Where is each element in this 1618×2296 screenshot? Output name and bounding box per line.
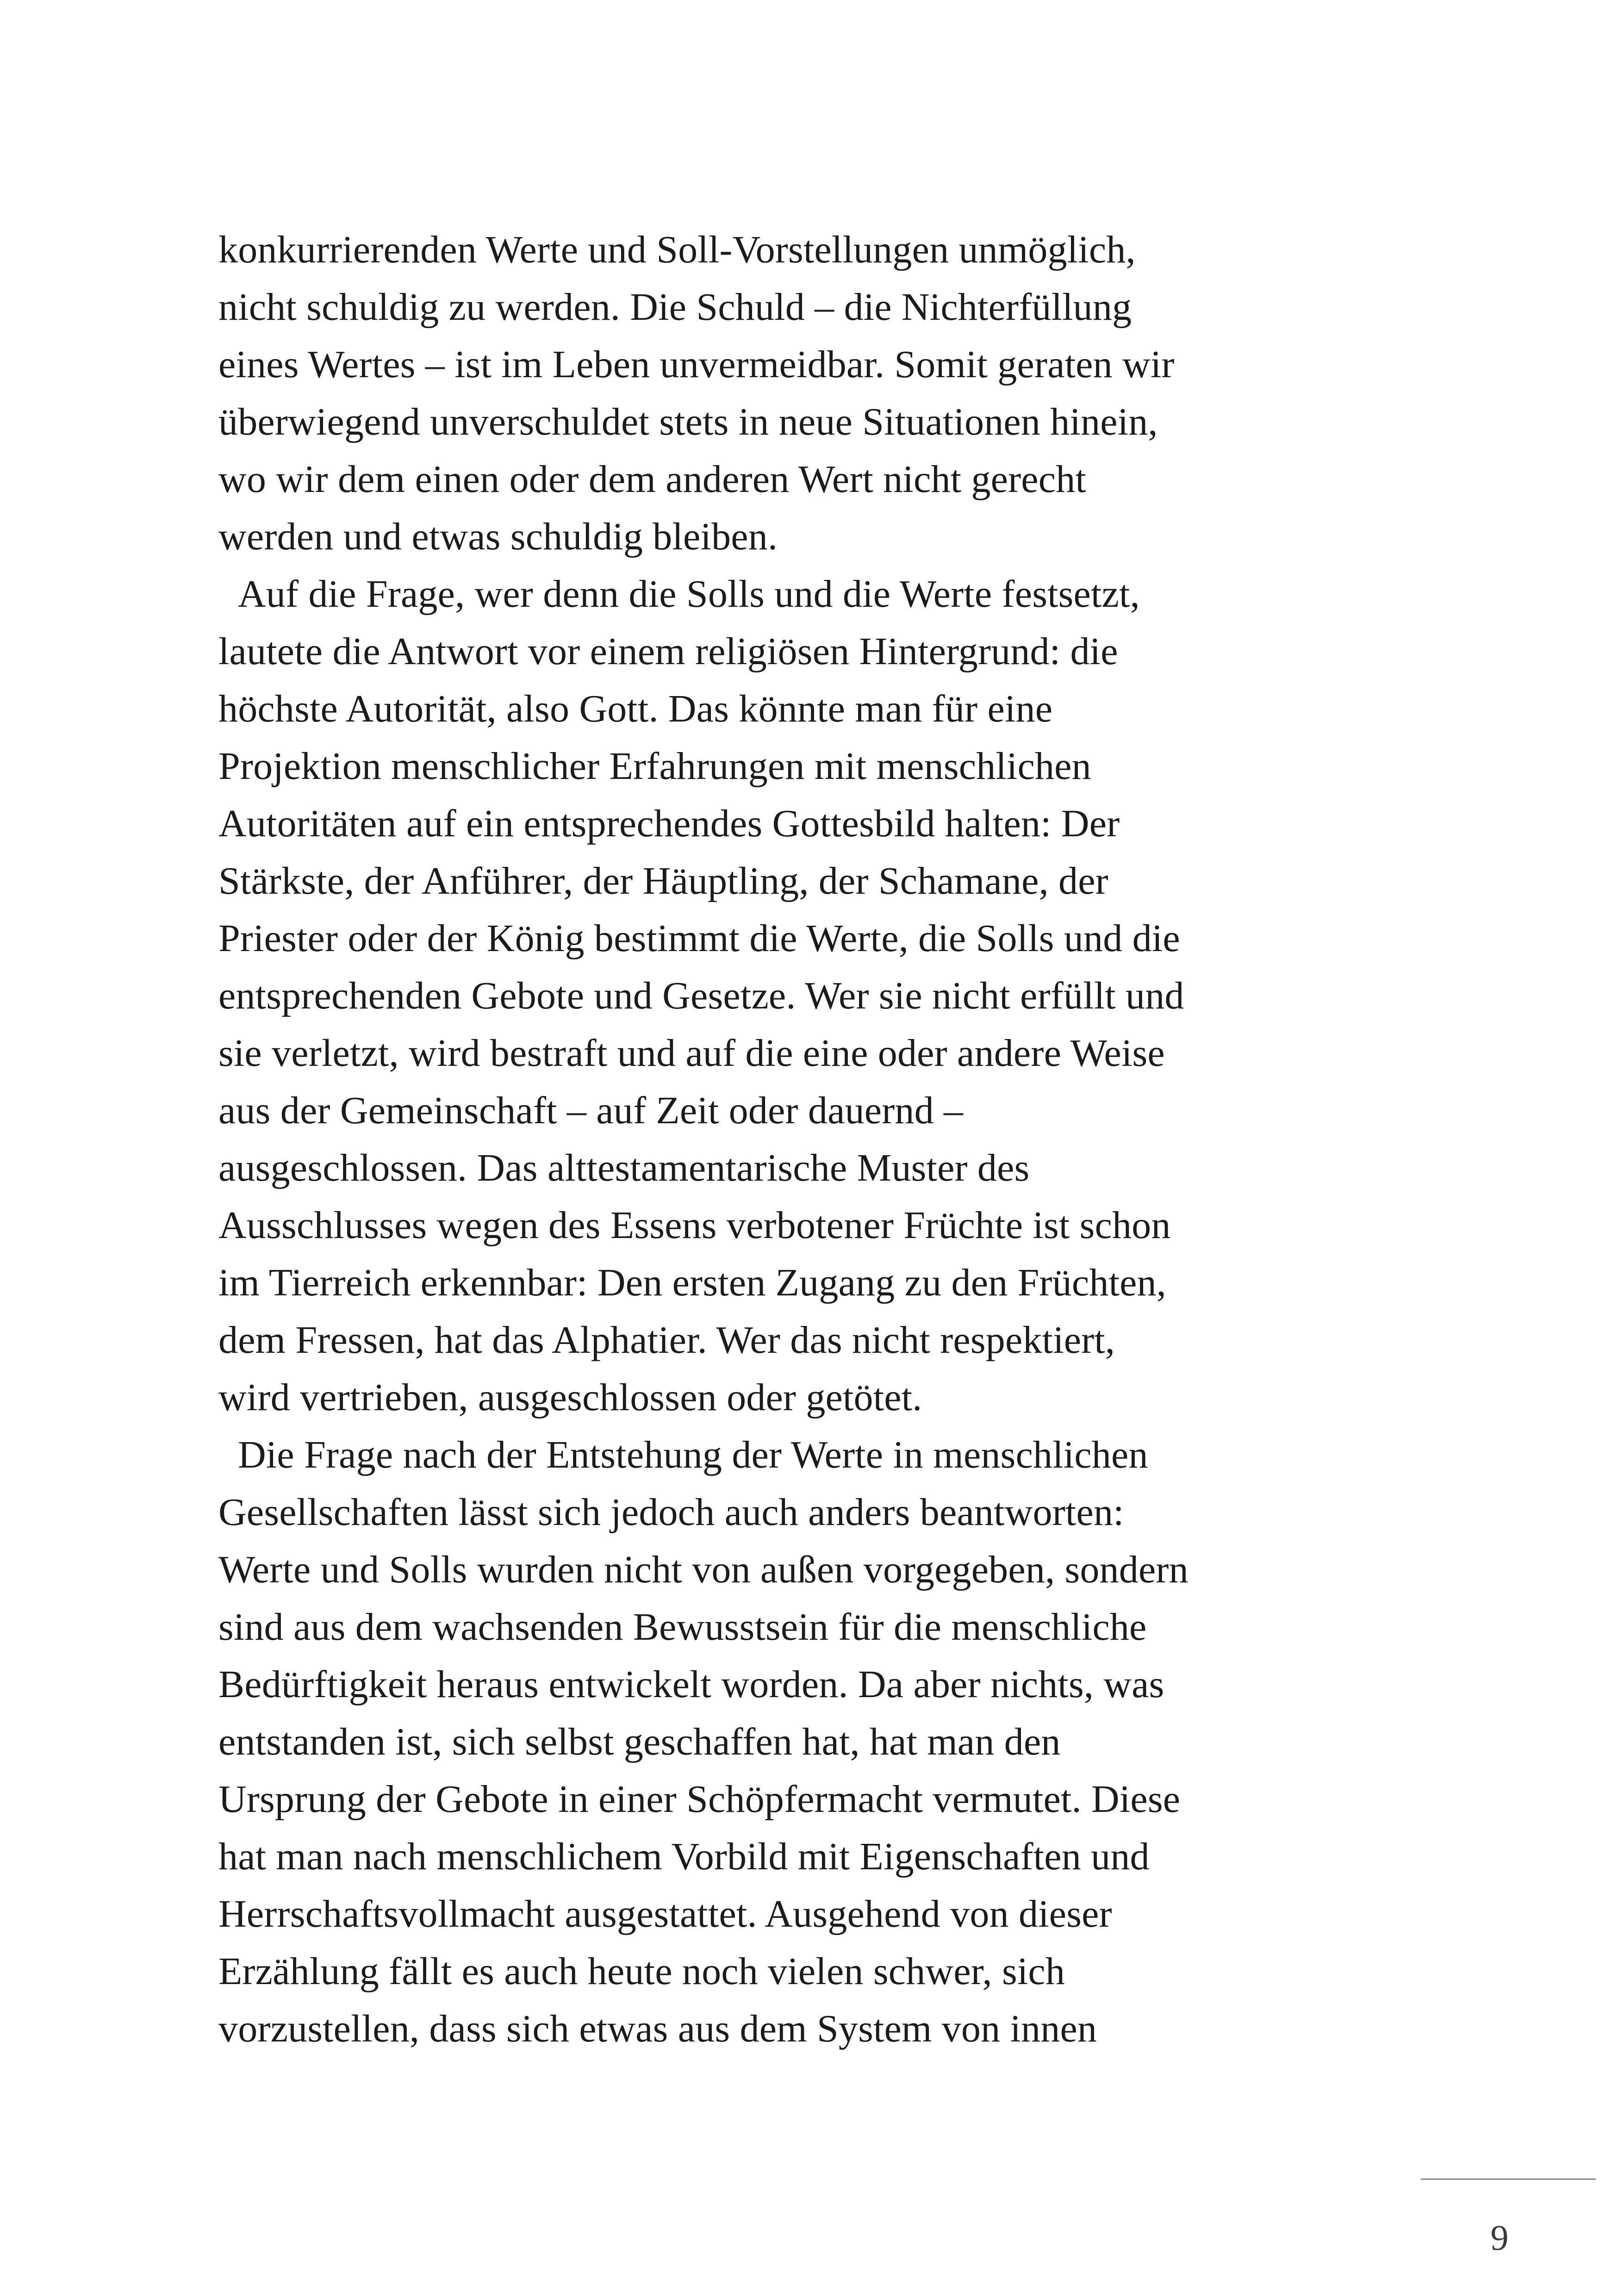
footer-divider bbox=[1421, 2178, 1596, 2180]
text-line: Bedürftigkeit heraus entwickelt worden. Da aber nichts, was bbox=[218, 1663, 1164, 1706]
text-line: entstanden ist, sich selbst geschaffen hat, hat man den bbox=[218, 1720, 1061, 1763]
text-line: konkurrierenden Werte und Soll-Vorstellungen unmöglich, bbox=[218, 228, 1136, 271]
text-line: höchste Autorität, also Gott. Das könnte man für eine bbox=[218, 687, 1053, 730]
text-line: überwiegend unverschuldet stets in neue Situationen hinein, bbox=[218, 400, 1158, 443]
text-line: nicht schuldig zu werden. Die Schuld – die Nichterfüllung bbox=[218, 286, 1132, 329]
text-line: sind aus dem wachsenden Bewusstsein für die menschliche bbox=[218, 1605, 1147, 1649]
text-line: werden und etwas schuldig bleiben. bbox=[218, 515, 778, 558]
text-line: vorzustellen, dass sich etwas aus dem System von innen bbox=[218, 2007, 1097, 2050]
text-line: Ursprung der Gebote in einer Schöpfermacht vermutet. Diese bbox=[218, 1778, 1181, 1821]
text-line: Gesellschaften lässt sich jedoch auch anders beantworten: bbox=[218, 1491, 1124, 1534]
text-line: Stärkste, der Anführer, der Häuptling, der Schamane, der bbox=[218, 859, 1108, 902]
text-line: Autoritäten auf ein entsprechendes Gottesbild halten: Der bbox=[218, 802, 1120, 845]
text-line: ausgeschlossen. Das alttestamentarische Muster des bbox=[218, 1146, 1030, 1189]
page-number: 9 bbox=[1490, 2217, 1509, 2258]
text-line: lautete die Antwort vor einem religiösen Hintergrund: die bbox=[218, 630, 1118, 673]
text-line: wird vertrieben, ausgeschlossen oder getötet. bbox=[218, 1376, 922, 1419]
text-line: Projektion menschlicher Erfahrungen mit menschlichen bbox=[218, 745, 1091, 788]
text-line: Erzählung fällt es auch heute noch vielen schwer, sich bbox=[218, 1950, 1065, 1993]
text-line: Ausschlusses wegen des Essens verbotener Früchte ist schon bbox=[218, 1204, 1171, 1247]
paragraph-first-line: Die Frage nach der Entstehung der Werte in menschlichen bbox=[238, 1433, 1148, 1476]
text-line: entsprechenden Gebote und Gesetze. Wer sie nicht erfüllt und bbox=[218, 974, 1184, 1017]
text-line: hat man nach menschlichem Vorbild mit Eigenschaften und bbox=[218, 1835, 1150, 1878]
text-line: Werte und Solls wurden nicht von außen vorgegeben, sondern bbox=[218, 1548, 1189, 1591]
text-line: eines Wertes – ist im Leben unvermeidbar. Somit geraten wir bbox=[218, 343, 1175, 386]
text-line: Priester oder der König bestimmt die Werte, die Solls und die bbox=[218, 917, 1180, 960]
text-line: aus der Gemeinschaft – auf Zeit oder dauernd – bbox=[218, 1089, 964, 1132]
paragraph-first-line: Auf die Frage, wer denn die Solls und die Werte festsetzt, bbox=[238, 572, 1140, 616]
text-line: dem Fressen, hat das Alphatier. Wer das nicht respektiert, bbox=[218, 1319, 1115, 1362]
text-line: wo wir dem einen oder dem anderen Wert nicht gerecht bbox=[218, 458, 1087, 501]
text-line: im Tierreich erkennbar: Den ersten Zugang zu den Früchten, bbox=[218, 1261, 1166, 1304]
text-line: Herrschaftsvollmacht ausgestattet. Ausgehend von dieser bbox=[218, 1892, 1112, 1935]
text-line: sie verletzt, wird bestraft und auf die eine oder andere Weise bbox=[218, 1032, 1165, 1075]
body-text bbox=[218, 221, 1422, 2058]
